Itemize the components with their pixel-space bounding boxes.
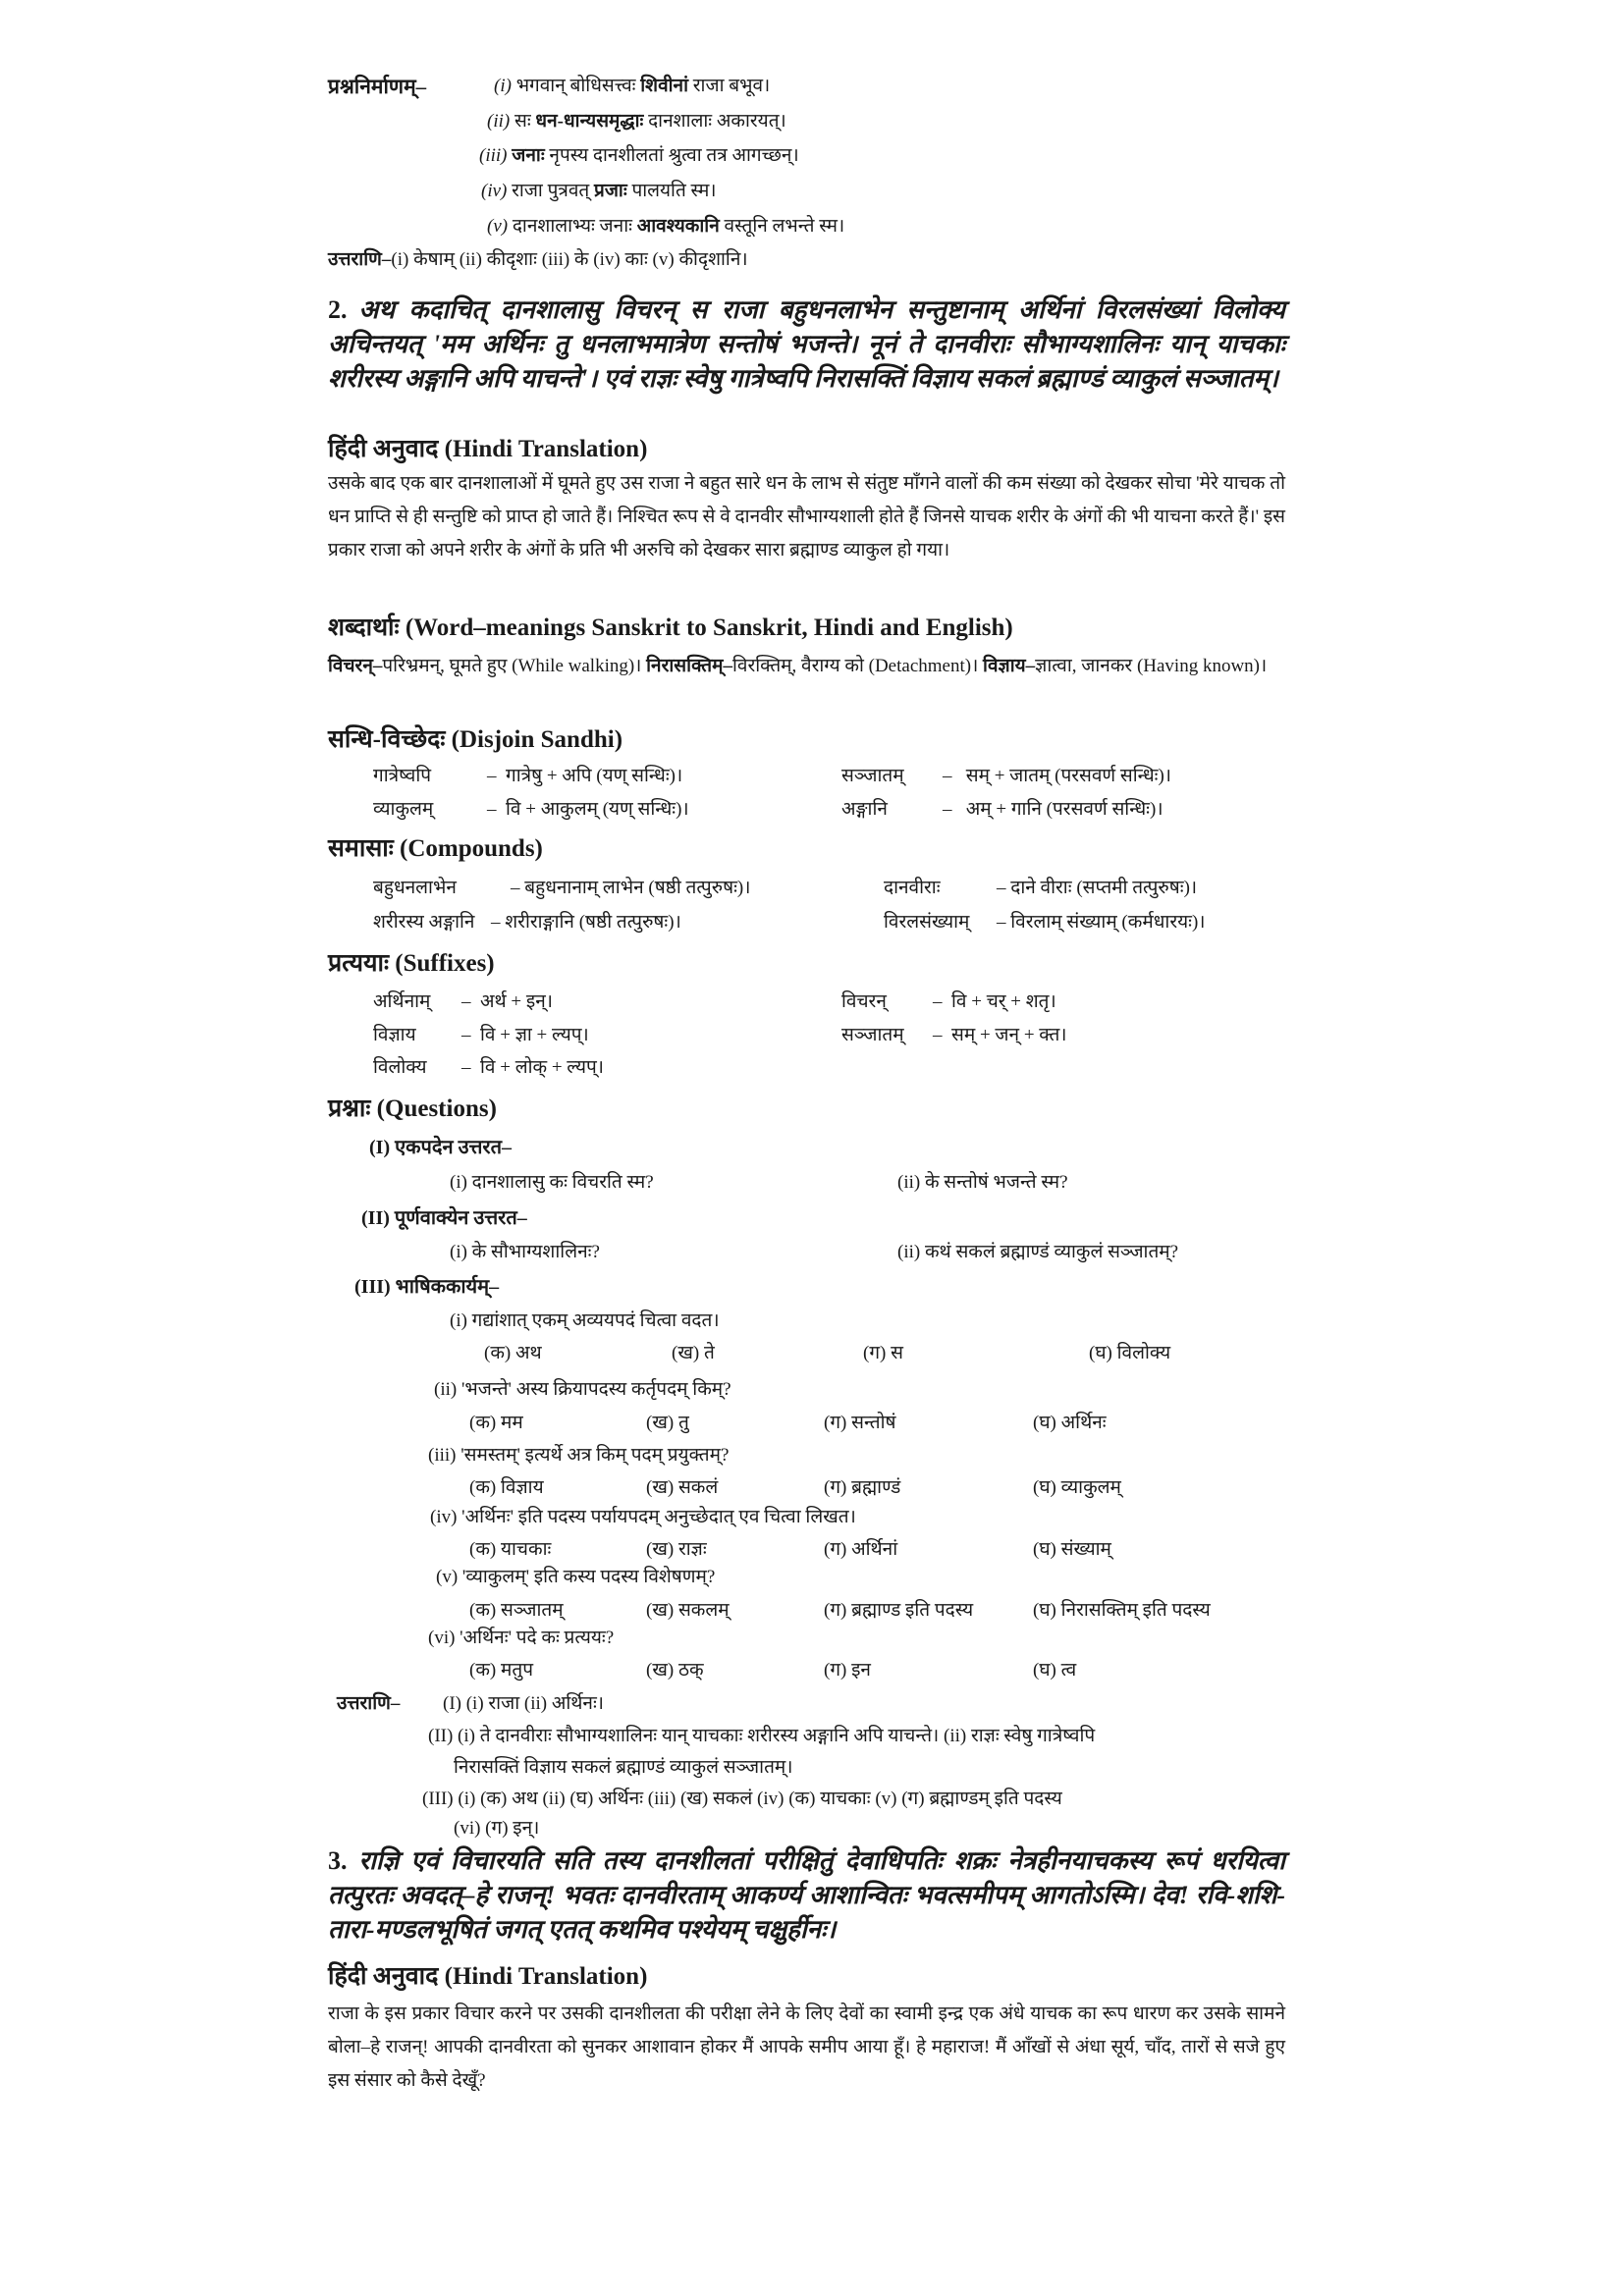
split-text: सम् + जन् + क्त। bbox=[951, 1025, 1067, 1045]
pratyaya-word: विज्ञाय bbox=[373, 1025, 416, 1045]
sandhi-split: – अम् + गानि (परसवर्ण सन्धिः)। bbox=[943, 799, 1163, 820]
section-I-label: (I) एकपदेन उत्तरत– bbox=[369, 1137, 512, 1158]
word: विचरन्– bbox=[328, 656, 383, 676]
sandhi-word: व्याकुलम् bbox=[373, 799, 434, 820]
pratyaya-split: – वि + ज्ञा + ल्यप्। bbox=[461, 1025, 589, 1045]
meaning: विरक्तिम्, वैराग्य को (Detachment)। bbox=[731, 656, 984, 676]
samasa-word: शरीरस्य अङ्गानि bbox=[373, 912, 475, 933]
mcq-option: (ग) ब्रह्माण्ड इति पदस्य bbox=[824, 1600, 974, 1621]
split-text: वि + ज्ञा + ल्यप्। bbox=[480, 1025, 589, 1045]
item-number: (iii) bbox=[479, 145, 508, 166]
question: (i) दानशालासु कः विचरति स्म? bbox=[450, 1172, 654, 1193]
answers-label: उत्तराणि– bbox=[328, 249, 392, 270]
split-text: वि + लोक् + ल्यप्। bbox=[480, 1057, 605, 1078]
split-text: अर्थ + इन्। bbox=[480, 991, 553, 1012]
item-number: (iv) bbox=[481, 181, 508, 201]
mcq-option: (ख) ठक् bbox=[646, 1660, 704, 1681]
question-form-item bbox=[481, 179, 717, 204]
mcq-option: (क) अथ bbox=[484, 1343, 542, 1363]
item-number: (v) bbox=[487, 216, 509, 237]
samasa-split: – शरीराङ्गानि (षष्ठी तत्पुरुषः)। bbox=[491, 912, 681, 933]
pratyaya-split: – अर्थ + इन्। bbox=[461, 991, 553, 1012]
word: विज्ञाय– bbox=[983, 656, 1036, 676]
section-II-label: (II) पूर्णवाक्येन उत्तरत– bbox=[361, 1207, 527, 1229]
mcq-option: (ख) सकलं bbox=[646, 1477, 719, 1498]
mcq-option: (क) विज्ञाय bbox=[469, 1477, 544, 1498]
pratyaya-split: – वि + चर् + शतृ। bbox=[933, 991, 1056, 1012]
mcq-question: (ii) 'भजन्ते' अस्य क्रियापदस्य कर्तृपदम् किम्? bbox=[434, 1379, 731, 1400]
text: भगवान् बोधिसत्त्वः bbox=[515, 76, 641, 96]
samasa-split: – दाने वीराः (सप्तमी तत्पुरुषः)। bbox=[997, 878, 1198, 898]
mcq-option: (ग) सन्तोषं bbox=[824, 1413, 896, 1433]
pratyaya-word: अर्थिनाम् bbox=[373, 991, 431, 1012]
question: (ii) कथं सकलं ब्रह्माण्डं व्याकुलं सञ्जातम्? bbox=[897, 1242, 1179, 1262]
section-III-label: (III) भाषिककार्यम्– bbox=[354, 1276, 500, 1298]
bold-word: प्रजाः bbox=[594, 181, 627, 201]
passage-number: 3. bbox=[328, 1846, 348, 1875]
answers-row bbox=[328, 247, 748, 273]
hindi-translation-text: राजा के इस प्रकार विचार करने पर उसकी दानशीलता की परीक्षा लेने के लिए देवों का स्वामी इन्द्र एक अंधे याचक का रूप धारण कर उसके सामने बोला–हे राजन्! आपकी दानवीरता को सुनकर आशावान होकर मैं आपके समीप आया हूँ। हे महाराज! मैं आँखों से अंधा सूर्य, चाँद, तारों से सजे हुए इस संसार को कैसे देखूँ? bbox=[328, 2003, 1285, 2091]
split-text: गात्रेषु + अपि (यण् सन्धिः)। bbox=[506, 766, 683, 786]
passage-text: राज्ञि एवं विचारयति सति तस्य दानशीलतां परीक्षितुं देवाधिपतिः शक्रः नेत्रहीनयाचकस्य रूपं धरयित्वा तत्पुरतः अवदत्–हे राजन्! भवतः दानवीरताम् आकर्ण्य आशान्वितः भवत्समीपम् आगतोऽस्मि। देव! रवि-शशि-तारा-मण्डलभूषितं जगत् एतत् कथमिव पश्येयम् चक्षुर्हीनः। bbox=[328, 1846, 1285, 1944]
bold-word: आवश्यकानि bbox=[636, 216, 720, 237]
mcq-option: (ग) ब्रह्माण्डं bbox=[824, 1477, 901, 1498]
answer-line: (vi) (ग) इन्। bbox=[454, 1818, 540, 1839]
question-form-item bbox=[487, 214, 844, 240]
bold-word: शिवीनां bbox=[640, 76, 689, 96]
text: राजा बभूव। bbox=[688, 76, 771, 96]
sandhi-heading: सन्धि-विच्छेदः (Disjoin Sandhi) bbox=[328, 726, 623, 753]
pratyaya-word: विलोक्य bbox=[373, 1057, 427, 1078]
answer-line: (II) (i) ते दानवीराः सौभाग्यशालिनः यान् याचकाः शरीरस्य अङ्गानि अपि याचन्ते। (ii) राज्ञः स्वेषु गात्रेष्वपि bbox=[428, 1726, 1096, 1746]
mcq-option: (ख) सकलम् bbox=[646, 1600, 730, 1621]
mcq-option: (घ) विलोक्य bbox=[1089, 1343, 1171, 1363]
pratyaya-heading: प्रत्ययाः (Suffixes) bbox=[328, 950, 495, 977]
samasa-split: – विरलाम् संख्याम् (कर्मधारयः)। bbox=[997, 912, 1206, 933]
mcq-option: (घ) व्याकुलम् bbox=[1033, 1477, 1121, 1498]
question-form-item bbox=[479, 143, 799, 169]
mcq-option: (क) याचकाः bbox=[469, 1539, 552, 1560]
sandhi-word: अङ्गानि bbox=[841, 799, 888, 820]
mcq-option: (घ) त्व bbox=[1033, 1660, 1077, 1681]
mcq-option: (क) मतुप bbox=[469, 1660, 533, 1681]
mcq-option: (ख) तु bbox=[646, 1413, 689, 1433]
split-text: अम् + गानि (परसवर्ण सन्धिः)। bbox=[965, 799, 1163, 820]
answer-line: (I) (i) राजा (ii) अर्थिनः। bbox=[443, 1693, 604, 1714]
text: नृपस्य दानशीलतां श्रुत्वा तत्र आगच्छन्। bbox=[544, 145, 799, 166]
pratyaya-word: विचरन् bbox=[841, 991, 887, 1012]
answers-text: (i) केषाम् (ii) कीदृशाः (iii) के (iv) काः (v) कीदृशानि। bbox=[391, 249, 748, 270]
questions-heading: प्रश्नाः (Questions) bbox=[328, 1095, 497, 1122]
item-number: (ii) bbox=[487, 111, 511, 132]
samasa-word: विरलसंख्याम् bbox=[884, 912, 970, 933]
mcq-question: (vi) 'अर्थिनः' पदे कः प्रत्ययः? bbox=[428, 1628, 615, 1648]
word-meanings-heading: शब्दार्थाः (Word–meanings Sanskrit to Sanskrit, Hindi and English) bbox=[328, 614, 1013, 641]
passage-text: अथ कदाचित् दानशालासु विचरन् स राजा बहुधनलाभेन सन्तुष्टानाम् अर्थिनां विरलसंख्यां विलोक्य अचिन्तयत् 'मम अर्थिनः तु धनलाभमात्रेण सन्तोषं भजन्ते। नूनं ते दानवीराः सौभाग्यशालिनः यान् याचकाः शरीरस्य अङ्गानि अपि याचन्ते'। एवं राज्ञः स्वेषु गात्रेष्वपि निरासक्तिं विज्ञाय सकलं ब्रह्माण्डं व्याकुलं सञ्जातम्। bbox=[328, 295, 1285, 393]
mcq-question: (iii) 'समस्तम्' इत्यर्थे अत्र किम् पदम् प्रयुक्तम्? bbox=[428, 1445, 730, 1466]
text: सः bbox=[514, 111, 536, 132]
mcq-question: (v) 'व्याकुलम्' इति कस्य पदस्य विशेषणम्? bbox=[436, 1567, 716, 1587]
mcq-option: (ग) अर्थिनां bbox=[824, 1539, 898, 1560]
text: राजा पुत्रवत् bbox=[512, 181, 595, 201]
pratyaya-split: – वि + लोक् + ल्यप्। bbox=[461, 1057, 605, 1078]
sandhi-split: – वि + आकुलम् (यण् सन्धिः)। bbox=[487, 799, 689, 820]
question: (ii) के सन्तोषं भजन्ते स्म? bbox=[897, 1172, 1068, 1193]
split-text: शरीराङ्गानि (षष्ठी तत्पुरुषः)। bbox=[505, 912, 681, 933]
mcq-option: (ग) इन bbox=[824, 1660, 871, 1681]
answer-line: (III) (i) (क) अथ (ii) (घ) अर्थिनः (iii) (ख) सकलं (iv) (क) याचकाः (v) (ग) ब्रह्माण्डम् इति पदस्य bbox=[422, 1789, 1062, 1809]
passage-number: 2. bbox=[328, 295, 348, 324]
mcq-option: (घ) संख्याम् bbox=[1033, 1539, 1111, 1560]
item-number: (i) bbox=[494, 76, 512, 96]
answer-line: निरासक्तिं विज्ञाय सकलं ब्रह्माण्डं व्याकुलं सञ्जातम्। bbox=[454, 1757, 793, 1778]
sandhi-split: – सम् + जातम् (परसवर्ण सन्धिः)। bbox=[943, 766, 1171, 786]
question-form-item bbox=[494, 74, 770, 99]
question: (i) के सौभाग्यशालिनः? bbox=[450, 1242, 600, 1262]
mcq-option: (क) मम bbox=[469, 1413, 523, 1433]
samasa-word: दानवीराः bbox=[884, 878, 941, 898]
split-text: बहुधनानाम् लाभेन (षष्ठी तत्पुरुषः)। bbox=[524, 878, 751, 898]
mcq-question: (iv) 'अर्थिनः' इति पदस्य पर्यायपदम् अनुच्छेदात् एव चित्वा लिखत। bbox=[430, 1507, 856, 1527]
pratyaya-split: – सम् + जन् + क्त। bbox=[933, 1025, 1067, 1045]
samasa-word: बहुधनलाभेन bbox=[373, 878, 457, 898]
split-text: विरलाम् संख्याम् (कर्मधारयः)। bbox=[1010, 912, 1206, 933]
mcq-option: (घ) निरासक्तिम् इति पदस्य bbox=[1033, 1600, 1211, 1621]
sanskrit-passage-2 bbox=[328, 293, 1285, 396]
sanskrit-passage-3 bbox=[328, 1843, 1285, 1947]
mcq-option: (क) सञ्जातम् bbox=[469, 1600, 564, 1621]
mcq-option: (ख) ते bbox=[672, 1343, 715, 1363]
text: पालयति स्म। bbox=[626, 181, 717, 201]
samasa-split: – बहुधनानाम् लाभेन (षष्ठी तत्पुरुषः)। bbox=[511, 878, 751, 898]
bold-word: धन-धान्यसमृद्धाः bbox=[535, 111, 644, 132]
question-form-item bbox=[487, 109, 786, 134]
meaning: परिभ्रमन्, घूमते हुए (While walking)। bbox=[382, 656, 647, 676]
hindi-translation-heading: हिंदी अनुवाद (Hindi Translation) bbox=[328, 436, 648, 462]
sandhi-word: सञ्जातम् bbox=[841, 766, 904, 786]
text: दानशालाभ्यः जनाः bbox=[512, 216, 637, 237]
split-text: सम् + जातम् (परसवर्ण सन्धिः)। bbox=[965, 766, 1171, 786]
answers-label: उत्तराणि– bbox=[337, 1693, 401, 1714]
hindi-translation-text: उसके बाद एक बार दानशालाओं में घूमते हुए उस राजा ने बहुत सारे धन के लाभ से संतुष्ट माँगने वालों की कम संख्या को देखकर सोचा 'मेरे याचक तो धन प्राप्ति से ही सन्तुष्टि को प्राप्त हो जाते हैं। निश्चित रूप से वे दानवीर सौभाग्यशाली होते हैं जिनसे याचक शरीर के अंगों की भी याचना करते हैं।' इस प्रकार राजा को अपने शरीर के अंगों के प्रति भी अरुचि को देखकर सारा ब्रह्माण्ड व्याकुल हो गया। bbox=[328, 473, 1285, 561]
hindi-translation-heading: हिंदी अनुवाद (Hindi Translation) bbox=[328, 1963, 648, 1990]
sandhi-word: गात्रेष्वपि bbox=[373, 766, 432, 786]
mcq-question: (i) गद्यांशात् एकम् अव्ययपदं चित्वा वदत। bbox=[450, 1310, 720, 1331]
mcq-option: (घ) अर्थिनः bbox=[1033, 1413, 1107, 1433]
samasa-heading: समासाः (Compounds) bbox=[328, 835, 543, 862]
split-text: वि + चर् + शतृ। bbox=[951, 991, 1056, 1012]
split-text: दाने वीराः (सप्तमी तत्पुरुषः)। bbox=[1010, 878, 1198, 898]
text: दानशालाः अकारयत्। bbox=[643, 111, 786, 132]
mcq-option: (ख) राज्ञः bbox=[646, 1539, 707, 1560]
meaning: ज्ञात्वा, जानकर (Having known)। bbox=[1035, 656, 1268, 676]
split-text: वि + आकुलम् (यण् सन्धिः)। bbox=[506, 799, 689, 820]
mcq-option: (ग) स bbox=[863, 1343, 903, 1363]
word-meanings-list bbox=[328, 650, 1285, 683]
bold-word: जनाः bbox=[512, 145, 545, 166]
text: वस्तूनि लभन्ते स्म। bbox=[719, 216, 845, 237]
word: निरासक्तिम्– bbox=[646, 656, 732, 676]
prashna-nirmanam-label: प्रश्ननिर्माणम्– bbox=[328, 75, 427, 98]
sandhi-split: – गात्रेषु + अपि (यण् सन्धिः)। bbox=[487, 766, 683, 786]
pratyaya-word: सञ्जातम् bbox=[841, 1025, 904, 1045]
